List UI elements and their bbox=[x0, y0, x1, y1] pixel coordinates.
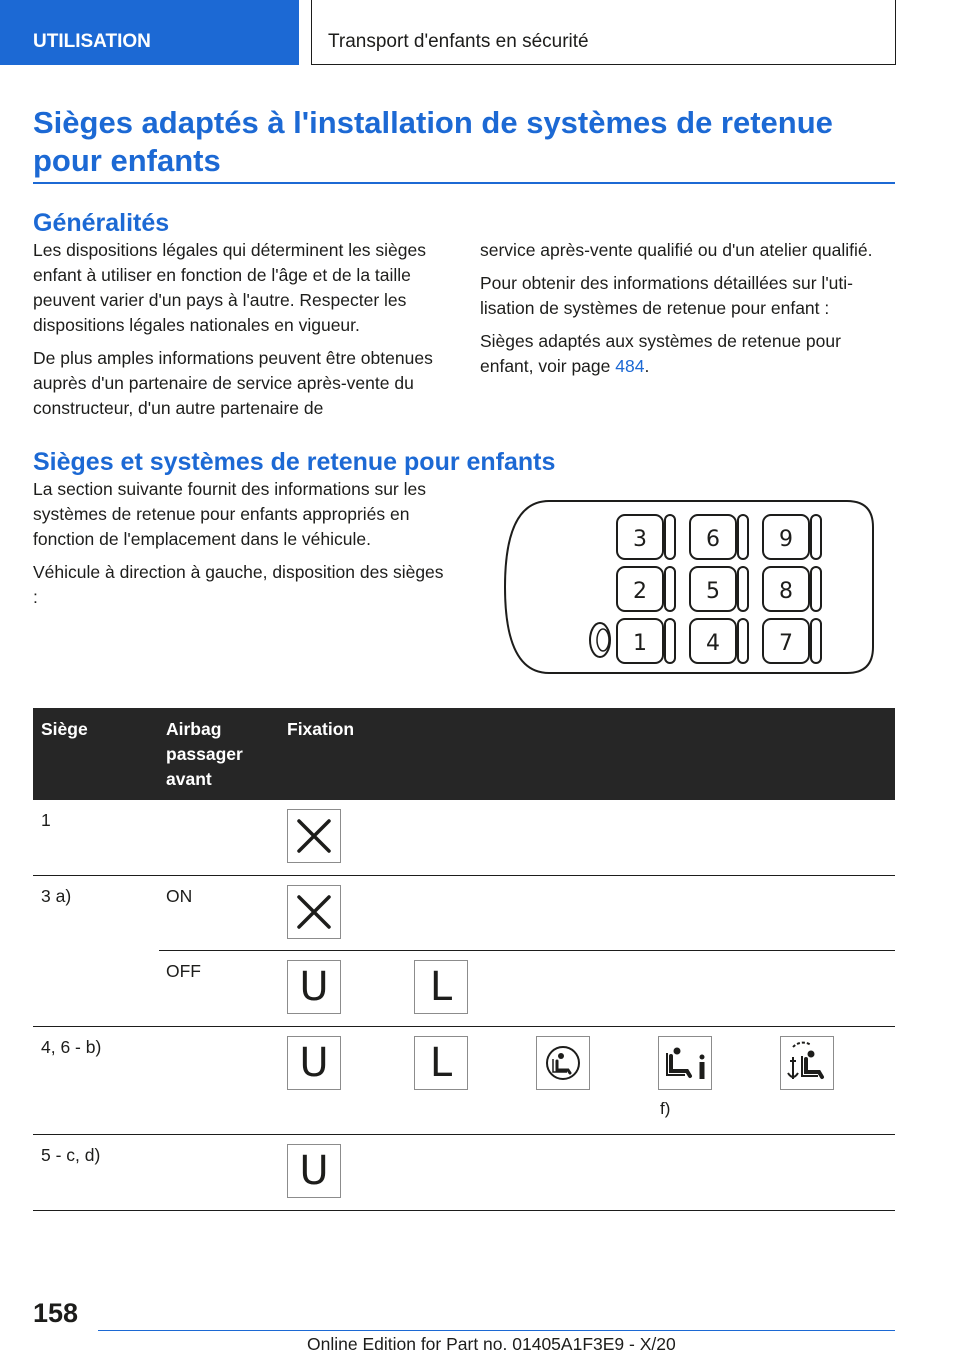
seat-number: 4 bbox=[706, 631, 720, 656]
generalites-right-column bbox=[480, 238, 895, 387]
table-header bbox=[33, 708, 895, 800]
paragraph: service après-vente qualifié ou d'un atelier qualifié. bbox=[480, 240, 873, 260]
cross-icon bbox=[287, 809, 341, 863]
seat-number: 2 bbox=[633, 579, 647, 604]
seat-3 bbox=[617, 515, 675, 559]
seat-4 bbox=[690, 619, 748, 663]
isofix-l-symbol: L bbox=[414, 960, 468, 1014]
seat-number: 3 bbox=[633, 527, 647, 552]
table-row bbox=[33, 951, 895, 1027]
table-row bbox=[33, 1135, 895, 1211]
seat-cell: 3 a) bbox=[41, 886, 72, 906]
child-seat-anchor-icon bbox=[780, 1036, 834, 1090]
seat-number: 7 bbox=[779, 631, 793, 656]
seat-8 bbox=[763, 567, 821, 611]
isofix-universal-symbol: U bbox=[287, 1036, 341, 1090]
title-divider bbox=[33, 182, 895, 184]
seat-6 bbox=[690, 515, 748, 559]
section-tab[interactable]: UTILISATION bbox=[0, 0, 299, 65]
chapter-title: Transport d'enfants en sécurité bbox=[311, 0, 896, 65]
airbag-cell: OFF bbox=[166, 961, 201, 981]
header-seat: Siège bbox=[41, 719, 88, 739]
seat-1 bbox=[617, 619, 675, 663]
seat-cell: 4, 6 - b) bbox=[41, 1037, 102, 1057]
isofix-l-symbol: L bbox=[414, 1036, 468, 1090]
seat-5 bbox=[690, 567, 748, 611]
table-row bbox=[33, 1027, 895, 1135]
fixation-table bbox=[33, 708, 895, 1211]
heading-systemes: Sièges et systèmes de retenue pour enfants bbox=[33, 448, 556, 476]
page-reference: Sièges adaptés aux systèmes de retenue pour enfant, voir page 484. bbox=[480, 331, 841, 376]
seat-cell: 1 bbox=[41, 810, 51, 830]
header-fixation: Fixation bbox=[287, 719, 355, 739]
footnote-f: f) bbox=[660, 1099, 671, 1118]
steering-wheel-icon bbox=[590, 623, 610, 657]
page-link[interactable]: 484 bbox=[615, 356, 645, 376]
header-airbag: Airbag passager avant bbox=[166, 719, 243, 789]
seat-cell: 5 - c, d) bbox=[41, 1145, 101, 1165]
cross-icon bbox=[287, 885, 341, 939]
seat-number: 9 bbox=[779, 527, 793, 552]
systemes-text bbox=[33, 477, 453, 618]
child-seat-icon bbox=[536, 1036, 590, 1090]
seat-layout-diagram bbox=[497, 497, 877, 677]
edition-note: Online Edition for Part no. 01405A1F3E9 - X/20 bbox=[307, 1334, 676, 1354]
footer-divider bbox=[98, 1330, 895, 1331]
airbag-cell: ON bbox=[166, 886, 193, 906]
isofix-universal-symbol: U bbox=[287, 1144, 341, 1198]
seat-number: 1 bbox=[633, 631, 647, 656]
seat-2 bbox=[617, 567, 675, 611]
isofix-universal-symbol: U bbox=[287, 960, 341, 1014]
seat-7 bbox=[763, 619, 821, 663]
seat-number: 8 bbox=[779, 579, 793, 604]
table-row bbox=[33, 876, 895, 951]
seat-number: 6 bbox=[706, 527, 720, 552]
page-title: Sièges adaptés à l'installation de systèmes de retenue pour enfants bbox=[33, 105, 833, 178]
seat-9 bbox=[763, 515, 821, 559]
paragraph: Les dispositions légales qui déterminent les sièges enfant à utiliser en fonction de l'âge et de la taille peuvent varier d'un pays à l'autre. Respecter les dispositions légales nationales en vigueur. bbox=[33, 240, 427, 335]
paragraph: De plus amples informations peuvent être obtenues auprès d'un partenaire de service après-vente du constructeur, d'un autre partenaire de bbox=[33, 348, 433, 418]
paragraph: Pour obtenir des informations détaillées sur l'utilisation de systèmes de retenue pour enfant : bbox=[480, 273, 853, 318]
generalites-left-column bbox=[33, 238, 447, 429]
heading-generalites: Généralités bbox=[33, 209, 170, 237]
paragraph: La section suivante fournit des informations sur les systèmes de retenue pour enfants appropriés en fonction de l'emplacement dans le véhicule. bbox=[33, 479, 426, 549]
table-row bbox=[33, 800, 895, 876]
seat-number: 5 bbox=[706, 579, 720, 604]
child-seat-info-icon bbox=[658, 1036, 712, 1090]
paragraph: Véhicule à direction à gauche, disposition des sièges : bbox=[33, 562, 444, 607]
page-number: 158 bbox=[33, 1298, 79, 1328]
